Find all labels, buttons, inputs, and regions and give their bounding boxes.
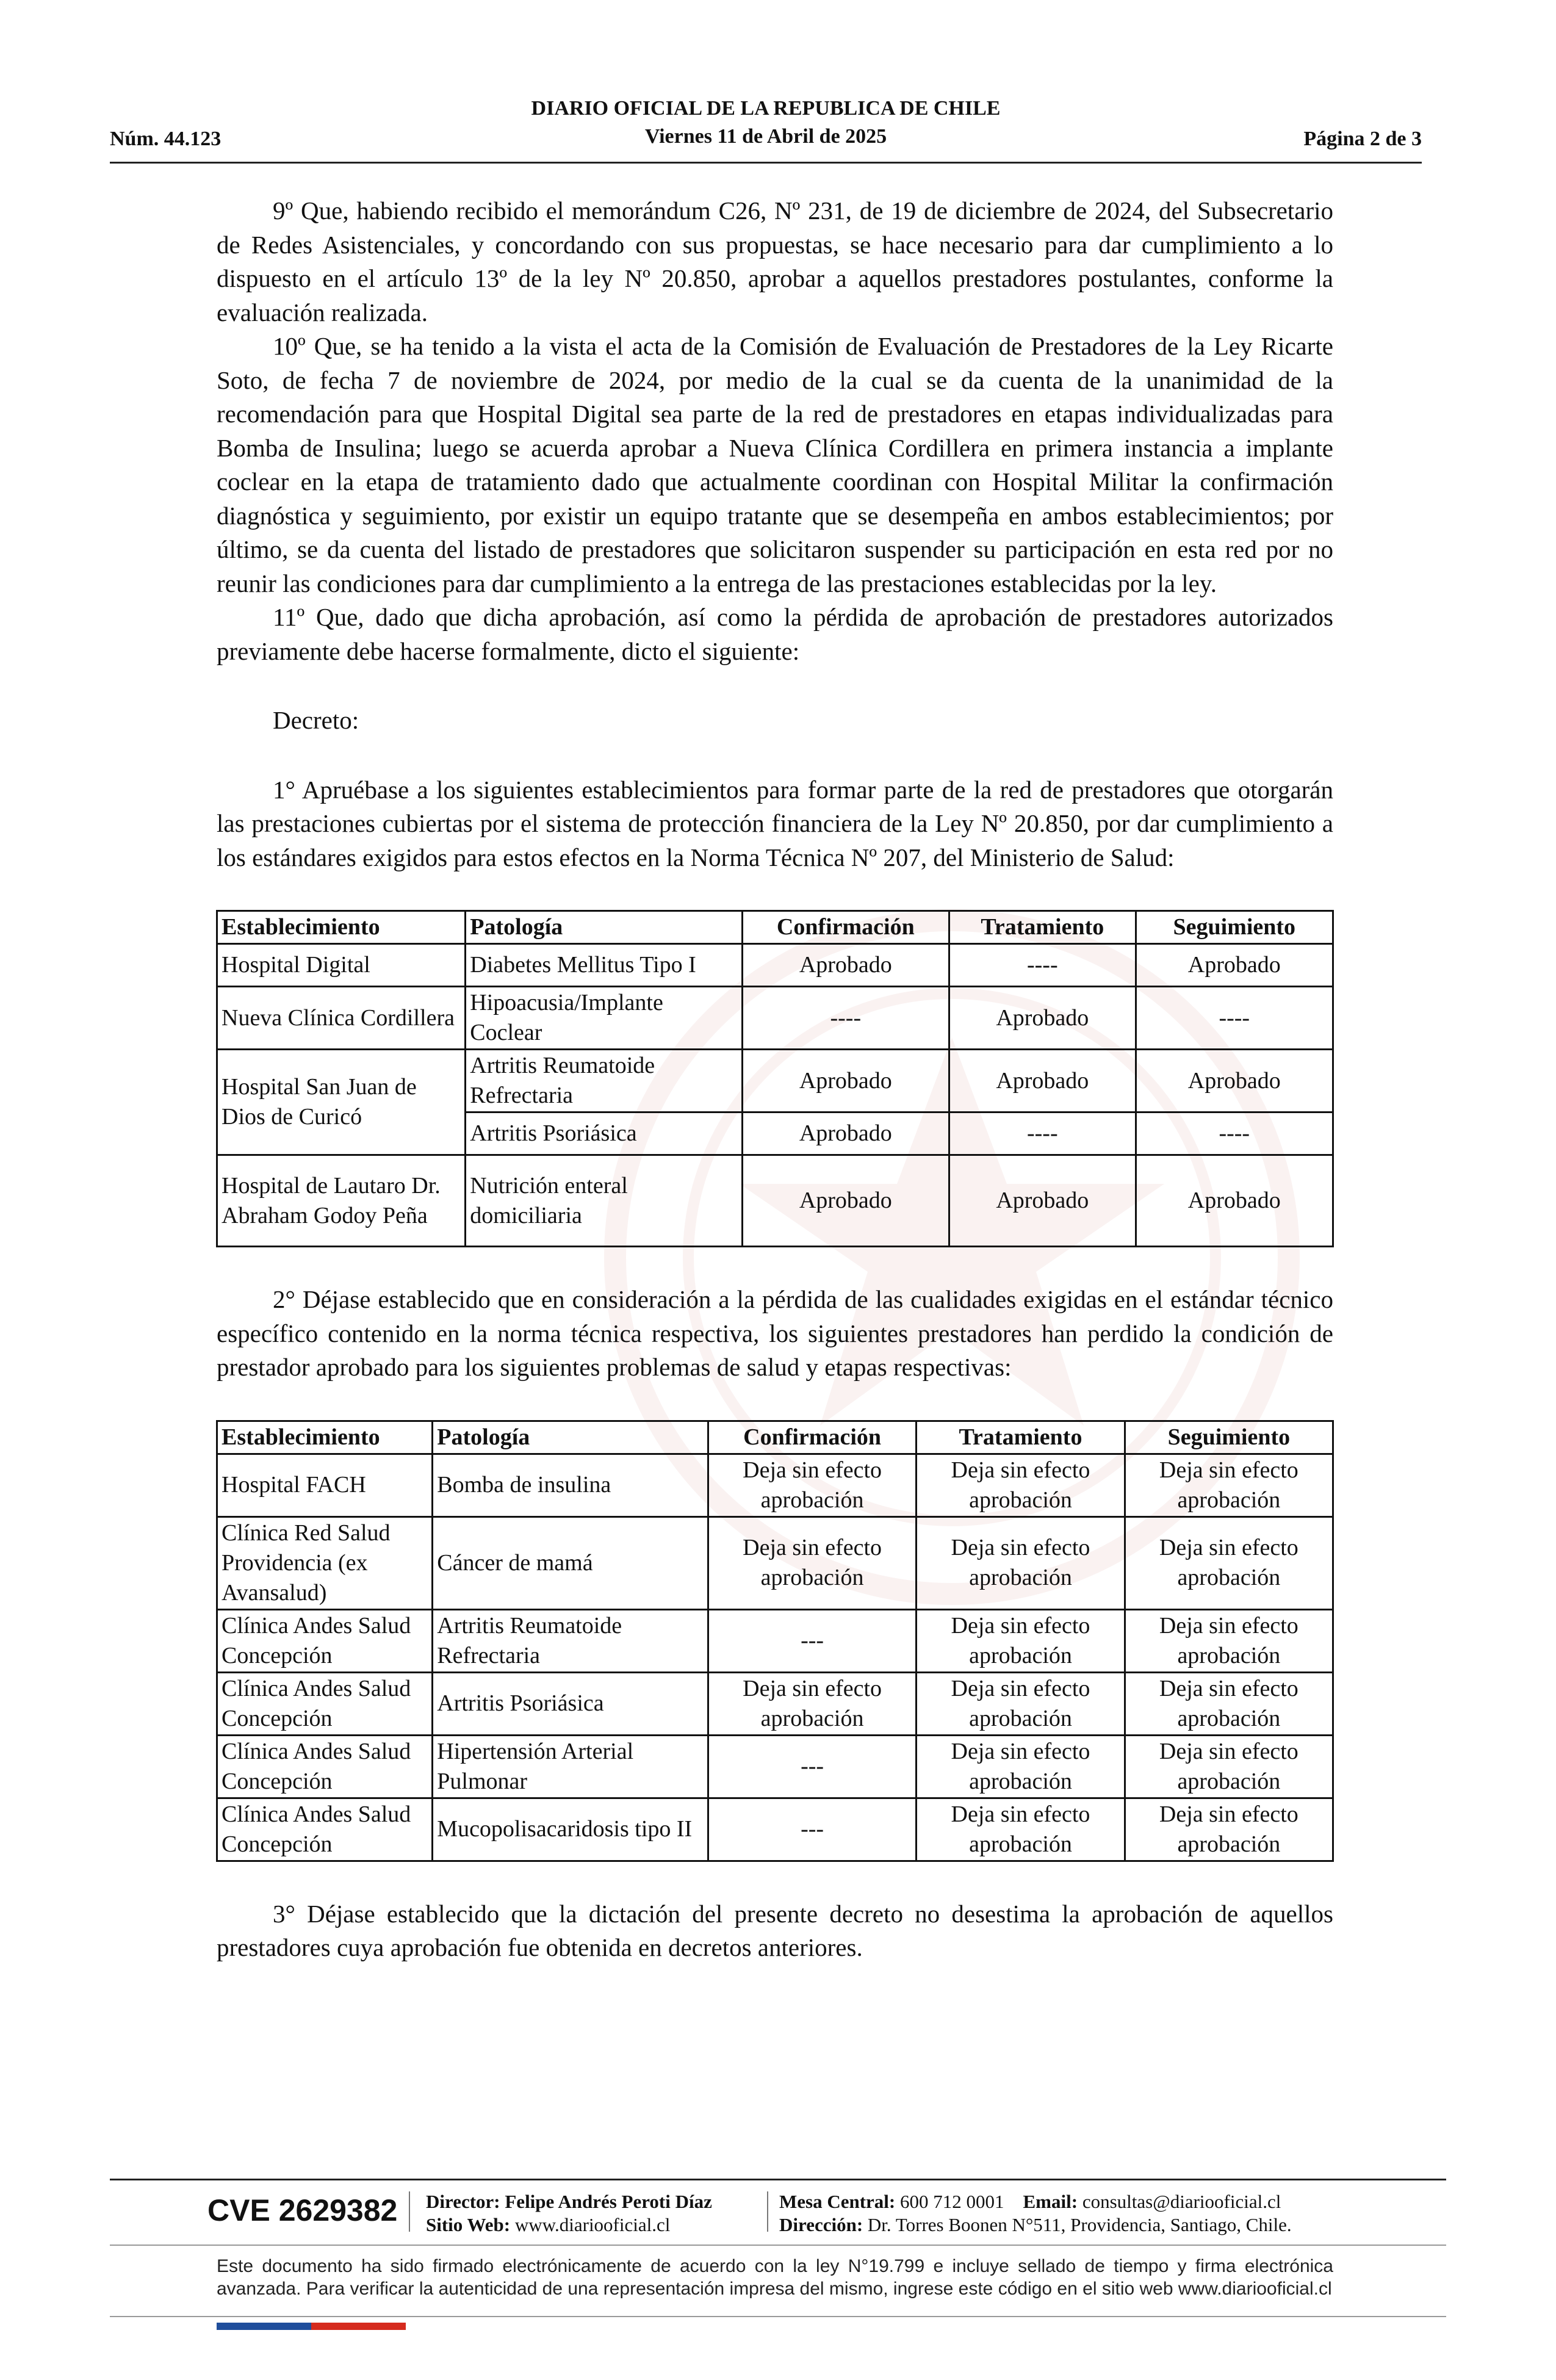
brand-color-bar xyxy=(217,2323,406,2330)
cell-confirmacion: Deja sin efecto aprobación xyxy=(708,1672,916,1735)
paragraph-10: 10º Que, se ha tenido a la vista el acta de la Comisión de Evaluación de Prestadores de la Ley Ricarte Soto, de fecha 7 de noviembre de 2024, por medio de la cual se da cuenta de la unanimidad de la recomendación para que Hospital Digital sea parte de la red de prestadores en etapas individualizadas para Bomba de Insulina; luego se acuerda aprobar a Nueva Clínica Cordillera en primera instancia a implante coclear en la etapa de tratamiento dado que actualmente coordinan con Hospital Militar la confirmación diagnóstica y seguimiento, por existir un equipo tratante que se desempeña en ambos establecimientos; por último, se da cuenta del listado de prestadores que solicitaron suspender su participación en esta red por no reunir las condiciones para dar cumplimiento a la entrega de las prestaciones establecidas por la ley. xyxy=(217,332,1333,597)
cell-tratamiento: Aprobado xyxy=(949,1155,1136,1247)
brand-bar-blue xyxy=(217,2323,311,2330)
col-tratamiento: Tratamiento xyxy=(917,1421,1125,1454)
cve-code: CVE 2629382 xyxy=(207,2193,398,2227)
cell-patologia: Artritis Reumatoide Refrectaria xyxy=(433,1609,708,1672)
cell-patologia: Diabetes Mellitus Tipo I xyxy=(466,944,742,987)
cell-tratamiento: ---- xyxy=(949,944,1136,987)
mesa-label: Mesa Central: xyxy=(779,2191,896,2212)
table-header-row xyxy=(217,1421,1333,1454)
cell-tratamiento: Deja sin efecto aprobación xyxy=(917,1516,1125,1609)
col-patologia: Patología xyxy=(466,911,742,944)
table-row xyxy=(217,1050,1333,1112)
footer-divider xyxy=(409,2191,410,2232)
table-row xyxy=(217,987,1333,1050)
header-center xyxy=(110,95,1422,151)
direccion-value: Dr. Torres Boonen N°511, Providencia, Santiago, Chile. xyxy=(867,2214,1292,2235)
footer-contact-block xyxy=(779,2190,1292,2237)
cell-tratamiento: Aprobado xyxy=(949,987,1136,1050)
cell-patologia: Artritis Reumatoide Refrectaria xyxy=(466,1050,742,1112)
cell-seguimiento: Aprobado xyxy=(1136,1155,1333,1247)
footer-mid-rule xyxy=(110,2245,1446,2246)
journal-title: DIARIO OFICIAL DE LA REPUBLICA DE CHILE xyxy=(531,97,1001,120)
footer-director-block xyxy=(426,2190,712,2237)
cell-establecimiento: Clínica Andes Salud Concepción xyxy=(217,1735,433,1798)
paragraph-9: 9º Que, habiendo recibido el memorándum C26, Nº 231, de 19 de diciembre de 2024, del Subsecretario de Redes Asistenciales, y concordando con sus propuestas, se hace necesario para dar cumplimiento a lo dispuesto en el artículo 13º de la ley Nº 20.850, aprobar a aquellos prestadores postulantes, conforme la evaluación realizada. xyxy=(217,197,1333,326)
cell-tratamiento: ---- xyxy=(949,1112,1136,1155)
cell-seguimiento: Aprobado xyxy=(1136,944,1333,987)
col-establecimiento: Establecimiento xyxy=(217,911,466,944)
cell-confirmacion: Aprobado xyxy=(742,1112,949,1155)
table-row xyxy=(217,944,1333,987)
cell-tratamiento: Aprobado xyxy=(949,1050,1136,1112)
col-seguimiento: Seguimiento xyxy=(1136,911,1333,944)
cell-patologia: Hipoacusia/Implante Coclear xyxy=(466,987,742,1050)
cell-establecimiento: Clínica Andes Salud Concepción xyxy=(217,1672,433,1735)
cell-establecimiento: Clínica Red Salud Providencia (ex Avansalud) xyxy=(217,1516,433,1609)
revoked-providers-table xyxy=(216,1420,1334,1862)
mesa-phone: 600 712 0001 xyxy=(900,2191,1004,2212)
cell-patologia: Cáncer de mamá xyxy=(433,1516,708,1609)
cell-establecimiento: Clínica Andes Salud Concepción xyxy=(217,1798,433,1861)
cell-confirmacion: --- xyxy=(708,1609,916,1672)
table-header-row xyxy=(217,911,1333,944)
cell-confirmacion: Aprobado xyxy=(742,1050,949,1112)
cell-patologia: Hipertensión Arterial Pulmonar xyxy=(433,1735,708,1798)
table-row xyxy=(217,1155,1333,1247)
cell-seguimiento: Deja sin efecto aprobación xyxy=(1125,1735,1333,1798)
decreto-heading: Decreto: xyxy=(273,706,359,734)
table-row xyxy=(217,1609,1333,1672)
cell-seguimiento: ---- xyxy=(1136,1112,1333,1155)
direccion-label: Dirección: xyxy=(779,2214,863,2235)
cell-patologia: Bomba de insulina xyxy=(433,1454,708,1516)
col-confirmacion: Confirmación xyxy=(708,1421,916,1454)
cell-establecimiento: Hospital Digital xyxy=(217,944,466,987)
cell-seguimiento: Deja sin efecto aprobación xyxy=(1125,1454,1333,1516)
cell-confirmacion: Deja sin efecto aprobación xyxy=(708,1454,916,1516)
table-row xyxy=(217,1798,1333,1861)
cell-patologia: Artritis Psoriásica xyxy=(433,1672,708,1735)
col-patologia: Patología xyxy=(433,1421,708,1454)
cell-patologia: Artritis Psoriásica xyxy=(466,1112,742,1155)
col-confirmacion: Confirmación xyxy=(742,911,949,944)
table-row xyxy=(217,1516,1333,1609)
table-row xyxy=(217,1672,1333,1735)
article-1: 1° Apruébase a los siguientes establecimientos para formar parte de la red de prestadores que otorgarán las prestaciones cubiertas por el sistema de protección financiera de la Ley Nº 20.850, por dar cumplimiento a los estándares exigidos para estos efectos en la Norma Técnica Nº 207, del Ministerio de Salud: xyxy=(217,775,1333,871)
director-name: Felipe Andrés Peroti Díaz xyxy=(505,2191,712,2212)
page-header xyxy=(110,95,1422,164)
page-number: Página 2 de 3 xyxy=(1303,128,1422,150)
footer-info xyxy=(207,2188,1349,2237)
cell-confirmacion: Aprobado xyxy=(742,944,949,987)
cell-tratamiento: Deja sin efecto aprobación xyxy=(917,1735,1125,1798)
approved-providers-table xyxy=(216,910,1334,1247)
cell-seguimiento: Deja sin efecto aprobación xyxy=(1125,1672,1333,1735)
col-tratamiento: Tratamiento xyxy=(949,911,1136,944)
cell-seguimiento: Deja sin efecto aprobación xyxy=(1125,1516,1333,1609)
cell-confirmacion: --- xyxy=(708,1735,916,1798)
cell-establecimiento: Hospital FACH xyxy=(217,1454,433,1516)
paragraph-11: 11º Que, dado que dicha aprobación, así como la pérdida de aprobación de prestadores autorizados previamente debe hacerse formalmente, dicto el siguiente: xyxy=(217,603,1333,665)
col-seguimiento: Seguimiento xyxy=(1125,1421,1333,1454)
cell-establecimiento: Nueva Clínica Cordillera xyxy=(217,987,466,1050)
email-label: Email: xyxy=(1023,2191,1078,2212)
web-label: Sitio Web: xyxy=(426,2214,511,2235)
email-link[interactable]: consultas@diariooficial.cl xyxy=(1082,2191,1281,2212)
legal-notice: Este documento ha sido firmado electrónicamente de acuerdo con la ley N°19.799 e incluye sellado de tiempo y firma electrónica avanzada. Para verificar la autenticidad de una representación impresa del mismo, ingrese este código en el sitio web www.diariooficial.cl xyxy=(217,2256,1333,2299)
cell-establecimiento: Hospital de Lautaro Dr. Abraham Godoy Peña xyxy=(217,1155,466,1247)
document-body xyxy=(217,194,1333,1965)
cell-seguimiento: Aprobado xyxy=(1136,1050,1333,1112)
cell-patologia: Nutrición enteral domiciliaria xyxy=(466,1155,742,1247)
cell-seguimiento: ---- xyxy=(1136,987,1333,1050)
footer-top-rule xyxy=(110,2179,1446,2180)
issue-date: Viernes 11 de Abril de 2025 xyxy=(644,125,887,148)
cell-tratamiento: Deja sin efecto aprobación xyxy=(917,1672,1125,1735)
website-link[interactable]: www.diariooficial.cl xyxy=(514,2214,671,2235)
article-3: 3° Déjase establecido que la dictación del presente decreto no desestima la aprobación de aquellos prestadores cuya aprobación fue obtenida en decretos anteriores. xyxy=(217,1899,1333,1961)
director-label: Director: xyxy=(426,2191,500,2212)
cell-confirmacion: Deja sin efecto aprobación xyxy=(708,1516,916,1609)
cell-seguimiento: Deja sin efecto aprobación xyxy=(1125,1798,1333,1861)
cell-establecimiento: Clínica Andes Salud Concepción xyxy=(217,1609,433,1672)
table-row xyxy=(217,1735,1333,1798)
cell-tratamiento: Deja sin efecto aprobación xyxy=(917,1454,1125,1516)
issue-number: Núm. 44.123 xyxy=(110,128,222,150)
article-2: 2° Déjase establecido que en consideración a la pérdida de las cualidades exigidas en el estándar técnico específico contenido en la norma técnica respectiva, los siguientes prestadores han perdido la condición de prestador aprobado para los siguientes problemas de salud y etapas respectivas: xyxy=(217,1285,1333,1381)
cell-tratamiento: Deja sin efecto aprobación xyxy=(917,1609,1125,1672)
cell-seguimiento: Deja sin efecto aprobación xyxy=(1125,1609,1333,1672)
footer-bottom-rule xyxy=(110,2316,1446,2317)
table-row xyxy=(217,1454,1333,1516)
cell-confirmacion: Aprobado xyxy=(742,1155,949,1247)
cell-confirmacion: --- xyxy=(708,1798,916,1861)
brand-bar-red xyxy=(311,2323,406,2330)
cell-confirmacion: ---- xyxy=(742,987,949,1050)
cell-tratamiento: Deja sin efecto aprobación xyxy=(917,1798,1125,1861)
col-establecimiento: Establecimiento xyxy=(217,1421,433,1454)
cell-patologia: Mucopolisacaridosis tipo II xyxy=(433,1798,708,1861)
footer-divider xyxy=(767,2191,768,2232)
cell-establecimiento: Hospital San Juan de Dios de Curicó xyxy=(217,1050,466,1155)
